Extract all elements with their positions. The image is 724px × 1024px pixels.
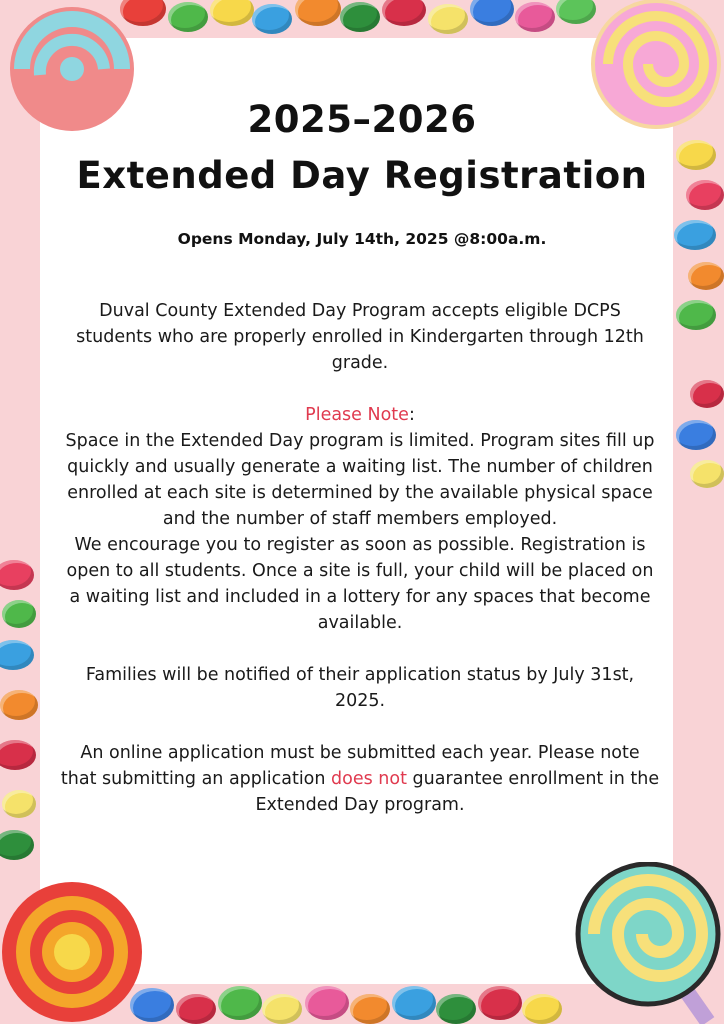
jelly-bean [676, 420, 716, 450]
please-note-label: Please Note [305, 405, 409, 425]
body-text [60, 298, 660, 818]
jelly-bean [0, 560, 34, 590]
application-text-before: An online application must be submitted each year. Please note that submitting an application [60, 743, 640, 789]
application-paragraph [60, 740, 660, 818]
jelly-bean [690, 460, 724, 488]
jelly-bean [262, 994, 302, 1024]
jelly-bean [0, 640, 34, 670]
jelly-bean [382, 0, 426, 26]
jelly-bean [0, 830, 34, 860]
jelly-bean [392, 986, 436, 1020]
jelly-bean [218, 986, 262, 1020]
jelly-bean [690, 380, 724, 408]
jelly-bean [350, 994, 390, 1024]
lollipop-bottom-right-icon [574, 862, 724, 1024]
page-title [0, 92, 724, 204]
jelly-bean [210, 0, 254, 26]
notification-paragraph: Families will be notified of their application status by July 31st, 2025. [85, 665, 635, 711]
jelly-bean [305, 986, 349, 1020]
title-heading: Extended Day Registration [76, 154, 648, 197]
limited-space-paragraph: Space in the Extended Day program is limited. Program sites fill up quickly and usually generate a waiting list. The number of children enrolled at each site is determined by the available physical space and the number of staff members employed. [65, 431, 655, 529]
jelly-bean [252, 4, 292, 34]
jelly-bean [340, 2, 380, 32]
waiting-list-paragraph: We encourage you to register as soon as possible. Registration is open to all students. Once a site is full, your child will be placed on a waiting list and included in a lottery for any spaces that become available. [66, 535, 654, 633]
jelly-bean [2, 600, 36, 628]
registration-open-date: Opens Monday, July 14th, 2025 @8:00a.m. [177, 230, 547, 248]
jelly-bean [295, 0, 341, 26]
jelly-bean [478, 986, 522, 1020]
jelly-bean [676, 300, 716, 330]
jelly-bean [522, 994, 562, 1024]
jelly-bean [0, 690, 38, 720]
intro-paragraph: Duval County Extended Day Program accepts eligible DCPS students who are properly enrolled in Kindergarten through 12th grade. [76, 301, 644, 373]
application-text-after: guarantee enrollment in the Extended Day program. [255, 769, 660, 815]
jelly-bean [0, 740, 36, 770]
jelly-bean [688, 262, 724, 290]
jelly-bean [176, 994, 216, 1024]
jelly-bean [436, 994, 476, 1024]
please-note-colon: : [408, 405, 415, 425]
does-not-highlight: does not [331, 769, 407, 789]
jelly-bean [2, 790, 36, 818]
title-years: 2025–2026 [247, 98, 477, 141]
jelly-bean [470, 0, 514, 26]
lollipop-bottom-left-icon [0, 880, 144, 1024]
jelly-bean [168, 2, 208, 32]
jelly-bean [515, 2, 555, 32]
jelly-bean [428, 4, 468, 34]
please-note-heading [60, 402, 660, 428]
